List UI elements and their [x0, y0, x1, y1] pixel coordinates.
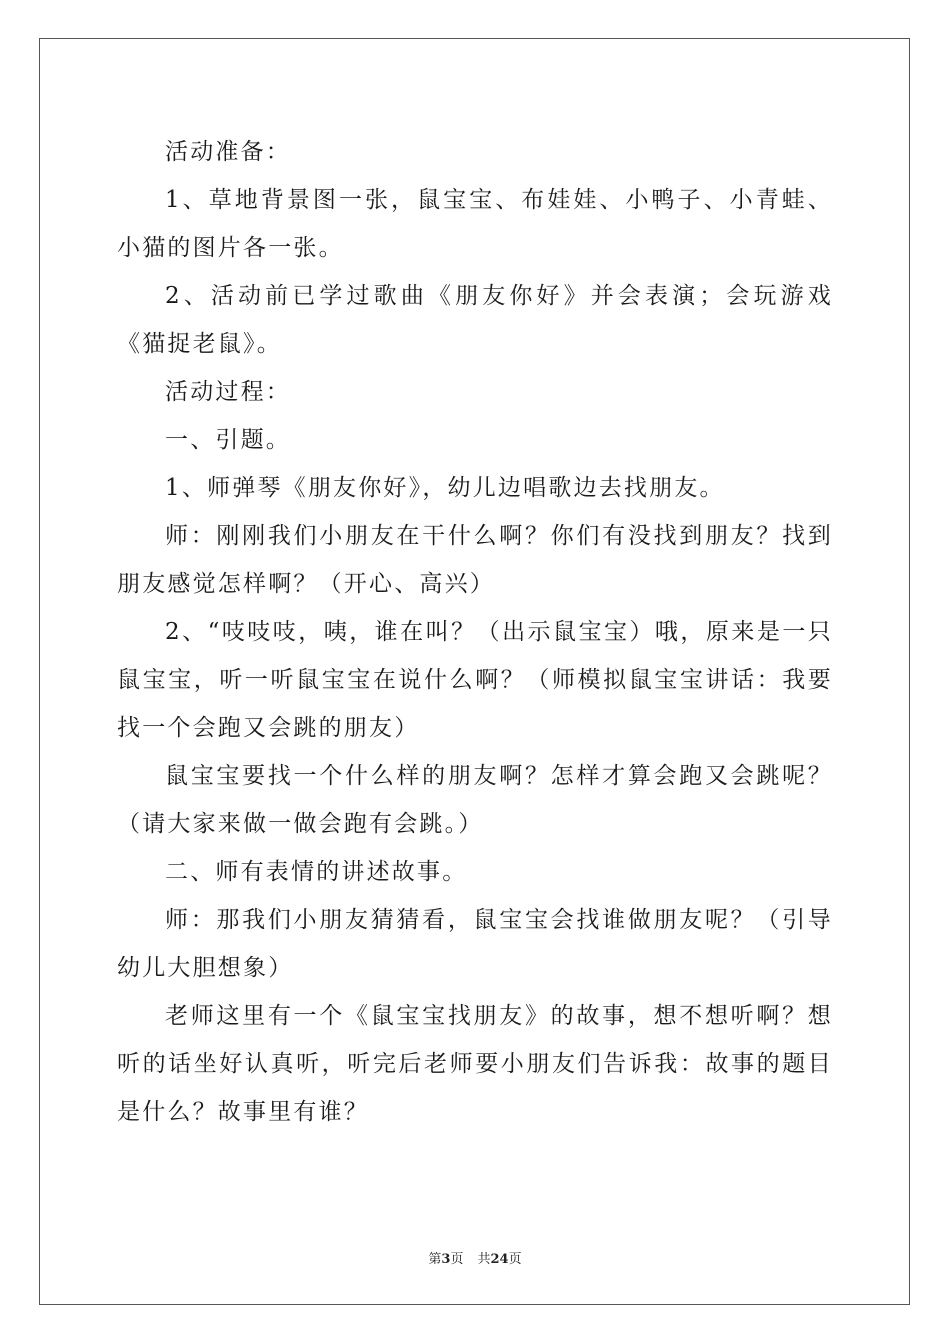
paragraph: 一、引题。 — [165, 427, 291, 453]
page-footer — [0, 1248, 950, 1267]
paragraph: 1、师弹琴《朋友你好》，幼儿边唱歌边去找朋友。 — [165, 475, 725, 501]
paragraph: 活动准备： — [165, 139, 291, 165]
document-body — [117, 128, 833, 1136]
paragraph: 2、“吱吱吱，咦，谁在叫？（出示鼠宝宝）哦，原来是一只鼠宝宝，听一听鼠宝宝在说什么啊？（师模拟鼠宝宝讲话：我要找一个会跑又会跳的朋友） — [117, 619, 833, 741]
footer-prefix: 第 — [428, 1252, 442, 1267]
paragraph: 2、活动前已学过歌曲《朋友你好》并会表演；会玩游戏《猫捉老鼠》。 — [117, 283, 833, 357]
paragraph: 师：那我们小朋友猜猜看，鼠宝宝会找谁做朋友呢？（引导幼儿大胆想象） — [117, 907, 833, 981]
paragraph: 活动过程： — [165, 379, 291, 405]
paragraph: 师：刚刚我们小朋友在干什么啊？你们有没找到朋友？找到朋友感觉怎样啊？（开心、高兴） — [117, 523, 833, 597]
footer-page-suffix: 页 — [450, 1252, 464, 1267]
current-page-number: 3 — [441, 1252, 451, 1267]
paragraph: 二、师有表情的讲述故事。 — [165, 859, 468, 885]
paragraph: 老师这里有一个《鼠宝宝找朋友》的故事，想不想听啊？想听的话坐好认真听，听完后老师要小朋友们告诉我：故事的题目是什么？故事里有谁？ — [117, 1003, 833, 1125]
paragraph: 1、草地背景图一张，鼠宝宝、布娃娃、小鸭子、小青蛙、小猫的图片各一张。 — [117, 187, 833, 261]
footer-total-prefix: 共 — [477, 1252, 491, 1267]
footer-total-suffix: 页 — [508, 1252, 522, 1267]
total-pages-number: 24 — [490, 1252, 509, 1267]
paragraph: 鼠宝宝要找一个什么样的朋友啊？怎样才算会跑又会跳呢？（请大家来做一做会跑有会跳。） — [117, 763, 833, 837]
